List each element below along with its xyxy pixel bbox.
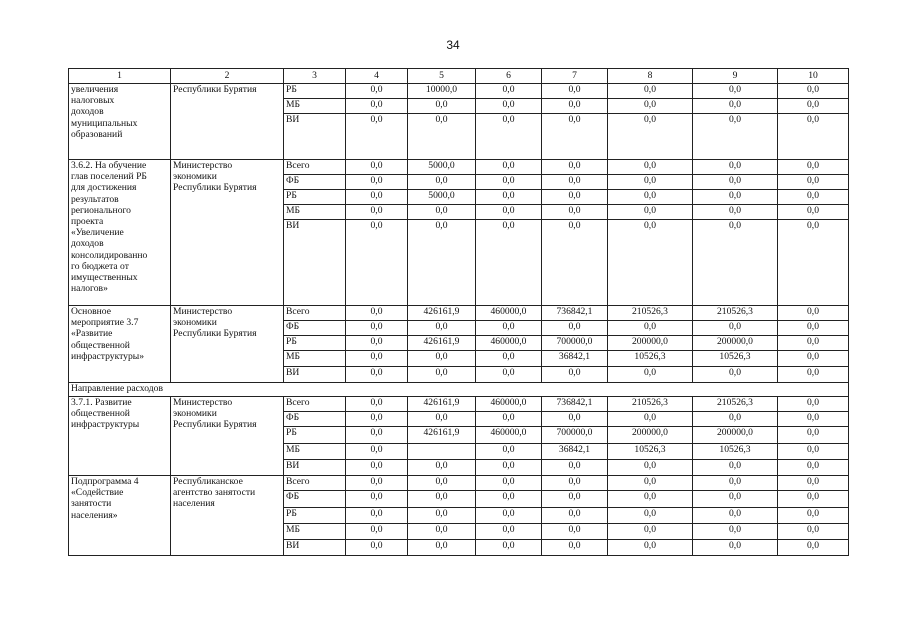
column-header: 7 bbox=[542, 69, 608, 84]
value-cell: 0,0 bbox=[476, 367, 542, 383]
table-row bbox=[69, 84, 849, 99]
value-cell: 0,0 bbox=[346, 160, 408, 175]
value-cell: 0,0 bbox=[476, 114, 542, 160]
funding-source-cell: Всего bbox=[284, 476, 346, 491]
value-cell: 10000,0 bbox=[408, 84, 476, 99]
value-cell: 0,0 bbox=[346, 306, 408, 321]
value-cell: 0,0 bbox=[408, 460, 476, 476]
value-cell: 0,0 bbox=[476, 190, 542, 205]
value-cell: 0,0 bbox=[408, 508, 476, 524]
value-cell: 0,0 bbox=[778, 351, 849, 367]
value-cell: 0,0 bbox=[608, 321, 693, 336]
value-cell: 0,0 bbox=[476, 476, 542, 491]
value-cell: 0,0 bbox=[476, 508, 542, 524]
value-cell: 0,0 bbox=[778, 190, 849, 205]
value-cell: 0,0 bbox=[778, 397, 849, 412]
value-cell: 0,0 bbox=[476, 491, 542, 508]
value-cell: 0,0 bbox=[408, 524, 476, 540]
value-cell: 460000,0 bbox=[476, 306, 542, 321]
value-cell: 210526,3 bbox=[693, 397, 778, 412]
value-cell: 0,0 bbox=[408, 205, 476, 220]
value-cell: 0,0 bbox=[778, 336, 849, 351]
value-cell: 0,0 bbox=[693, 190, 778, 205]
value-cell: 0,0 bbox=[346, 444, 408, 460]
funding-source-cell: МБ bbox=[284, 205, 346, 220]
value-cell: 0,0 bbox=[346, 412, 408, 427]
value-cell: 0,0 bbox=[476, 99, 542, 114]
value-cell: 10526,3 bbox=[608, 351, 693, 367]
value-cell: 0,0 bbox=[346, 540, 408, 556]
value-cell: 0,0 bbox=[608, 114, 693, 160]
value-cell: 460000,0 bbox=[476, 427, 542, 444]
value-cell: 0,0 bbox=[408, 220, 476, 306]
value-cell: 0,0 bbox=[408, 99, 476, 114]
value-cell: 200000,0 bbox=[693, 427, 778, 444]
value-cell: 10526,3 bbox=[693, 444, 778, 460]
executor-cell: Республики Бурятия bbox=[171, 84, 284, 160]
funding-source-cell: ВИ bbox=[284, 220, 346, 306]
value-cell: 5000,0 bbox=[408, 160, 476, 175]
column-header: 9 bbox=[693, 69, 778, 84]
value-cell: 36842,1 bbox=[542, 444, 608, 460]
value-cell: 0,0 bbox=[608, 99, 693, 114]
value-cell: 10526,3 bbox=[693, 351, 778, 367]
value-cell: 0,0 bbox=[778, 321, 849, 336]
funding-source-cell: РБ bbox=[284, 336, 346, 351]
value-cell: 0,0 bbox=[778, 460, 849, 476]
value-cell: 36842,1 bbox=[542, 351, 608, 367]
funding-source-cell: МБ bbox=[284, 99, 346, 114]
value-cell: 0,0 bbox=[693, 508, 778, 524]
value-cell: 0,0 bbox=[476, 540, 542, 556]
value-cell: 0,0 bbox=[778, 84, 849, 99]
value-cell: 0,0 bbox=[346, 367, 408, 383]
value-cell: 0,0 bbox=[408, 351, 476, 367]
table-row bbox=[69, 476, 849, 491]
value-cell: 0,0 bbox=[346, 397, 408, 412]
value-cell: 200000,0 bbox=[608, 427, 693, 444]
executor-cell: Министерство экономики Республики Бурятия bbox=[171, 397, 284, 476]
value-cell: 0,0 bbox=[542, 508, 608, 524]
value-cell: 0,0 bbox=[542, 99, 608, 114]
value-cell: 0,0 bbox=[476, 351, 542, 367]
funding-source-cell: ВИ bbox=[284, 460, 346, 476]
value-cell: 0,0 bbox=[408, 540, 476, 556]
value-cell: 0,0 bbox=[778, 367, 849, 383]
funding-source-cell: МБ bbox=[284, 351, 346, 367]
value-cell: 0,0 bbox=[693, 160, 778, 175]
value-cell: 426161,9 bbox=[408, 427, 476, 444]
value-cell: 0,0 bbox=[476, 175, 542, 190]
column-header: 1 bbox=[69, 69, 171, 84]
funding-source-cell: Всего bbox=[284, 397, 346, 412]
value-cell: 0,0 bbox=[608, 367, 693, 383]
page-number: 34 bbox=[446, 38, 460, 52]
funding-source-cell: ФБ bbox=[284, 491, 346, 508]
funding-source-cell: ВИ bbox=[284, 114, 346, 160]
executor-cell: Министерство экономики Республики Бурятия bbox=[171, 306, 284, 383]
value-cell: 0,0 bbox=[693, 220, 778, 306]
value-cell: 0,0 bbox=[778, 476, 849, 491]
value-cell: 0,0 bbox=[476, 84, 542, 99]
value-cell: 0,0 bbox=[408, 367, 476, 383]
value-cell: 210526,3 bbox=[608, 306, 693, 321]
value-cell: 0,0 bbox=[693, 491, 778, 508]
funding-source-cell: МБ bbox=[284, 524, 346, 540]
value-cell: 0,0 bbox=[778, 444, 849, 460]
funding-source-cell: РБ bbox=[284, 427, 346, 444]
column-header: 4 bbox=[346, 69, 408, 84]
value-cell: 0,0 bbox=[778, 99, 849, 114]
section-heading: Направление расходов bbox=[69, 383, 849, 397]
activity-name-cell: 3.7.1. Развитие общественной инфраструктуры bbox=[69, 397, 171, 476]
value-cell: 5000,0 bbox=[408, 190, 476, 205]
value-cell: 0,0 bbox=[608, 540, 693, 556]
value-cell: 0,0 bbox=[608, 460, 693, 476]
value-cell: 0,0 bbox=[346, 114, 408, 160]
value-cell: 426161,9 bbox=[408, 397, 476, 412]
value-cell: 0,0 bbox=[542, 540, 608, 556]
value-cell: 0,0 bbox=[542, 114, 608, 160]
value-cell: 0,0 bbox=[542, 190, 608, 205]
column-header: 8 bbox=[608, 69, 693, 84]
value-cell: 0,0 bbox=[346, 491, 408, 508]
value-cell: 0,0 bbox=[778, 427, 849, 444]
value-cell: 0,0 bbox=[346, 351, 408, 367]
value-cell: 0,0 bbox=[608, 476, 693, 491]
value-cell: 0,0 bbox=[693, 460, 778, 476]
value-cell: 0,0 bbox=[778, 412, 849, 427]
value-cell: 0,0 bbox=[542, 412, 608, 427]
value-cell: 0,0 bbox=[778, 175, 849, 190]
value-cell: 0,0 bbox=[476, 220, 542, 306]
activity-name-cell: увеличения налоговых доходов муниципальных образований bbox=[69, 84, 171, 160]
value-cell: 0,0 bbox=[693, 99, 778, 114]
table-row bbox=[69, 306, 849, 321]
value-cell: 736842,1 bbox=[542, 397, 608, 412]
value-cell: 0,0 bbox=[778, 306, 849, 321]
value-cell: 0,0 bbox=[693, 205, 778, 220]
value-cell: 210526,3 bbox=[693, 306, 778, 321]
value-cell: 0,0 bbox=[542, 524, 608, 540]
value-cell: 0,0 bbox=[608, 524, 693, 540]
section-row bbox=[69, 383, 849, 397]
executor-cell: Министерство экономики Республики Бурятия bbox=[171, 160, 284, 306]
value-cell: 0,0 bbox=[693, 84, 778, 99]
funding-source-cell: РБ bbox=[284, 508, 346, 524]
value-cell: 0,0 bbox=[542, 321, 608, 336]
value-cell: 0,0 bbox=[408, 476, 476, 491]
value-cell: 0,0 bbox=[778, 508, 849, 524]
value-cell: 0,0 bbox=[693, 367, 778, 383]
value-cell: 0,0 bbox=[542, 160, 608, 175]
value-cell bbox=[408, 444, 476, 460]
value-cell: 0,0 bbox=[476, 205, 542, 220]
value-cell: 0,0 bbox=[542, 175, 608, 190]
value-cell: 200000,0 bbox=[608, 336, 693, 351]
funding-source-cell: ФБ bbox=[284, 321, 346, 336]
value-cell: 0,0 bbox=[476, 412, 542, 427]
funding-source-cell: Всего bbox=[284, 160, 346, 175]
budget-table bbox=[68, 68, 849, 556]
value-cell: 0,0 bbox=[476, 321, 542, 336]
table-row bbox=[69, 160, 849, 175]
value-cell: 0,0 bbox=[778, 160, 849, 175]
value-cell: 736842,1 bbox=[542, 306, 608, 321]
value-cell: 0,0 bbox=[346, 460, 408, 476]
value-cell: 0,0 bbox=[693, 540, 778, 556]
value-cell: 0,0 bbox=[476, 444, 542, 460]
value-cell: 0,0 bbox=[693, 524, 778, 540]
value-cell: 210526,3 bbox=[608, 397, 693, 412]
value-cell: 0,0 bbox=[542, 460, 608, 476]
value-cell: 460000,0 bbox=[476, 397, 542, 412]
value-cell: 0,0 bbox=[346, 336, 408, 351]
value-cell: 0,0 bbox=[693, 321, 778, 336]
value-cell: 0,0 bbox=[346, 84, 408, 99]
table-row bbox=[69, 397, 849, 412]
value-cell: 0,0 bbox=[542, 220, 608, 306]
column-header: 6 bbox=[476, 69, 542, 84]
value-cell: 0,0 bbox=[778, 491, 849, 508]
value-cell: 0,0 bbox=[608, 175, 693, 190]
value-cell: 0,0 bbox=[608, 160, 693, 175]
value-cell: 0,0 bbox=[693, 114, 778, 160]
value-cell: 0,0 bbox=[346, 524, 408, 540]
executor-cell: Республиканское агентство занятости населения bbox=[171, 476, 284, 556]
value-cell: 0,0 bbox=[608, 412, 693, 427]
value-cell: 0,0 bbox=[693, 412, 778, 427]
funding-source-cell: МБ bbox=[284, 444, 346, 460]
column-header: 10 bbox=[778, 69, 849, 84]
funding-source-cell: ФБ bbox=[284, 175, 346, 190]
value-cell: 200000,0 bbox=[693, 336, 778, 351]
value-cell: 0,0 bbox=[693, 175, 778, 190]
column-header: 3 bbox=[284, 69, 346, 84]
value-cell: 0,0 bbox=[542, 476, 608, 491]
value-cell: 0,0 bbox=[608, 205, 693, 220]
value-cell: 0,0 bbox=[608, 491, 693, 508]
value-cell: 0,0 bbox=[408, 321, 476, 336]
value-cell: 700000,0 bbox=[542, 336, 608, 351]
value-cell: 0,0 bbox=[608, 508, 693, 524]
value-cell: 0,0 bbox=[542, 491, 608, 508]
value-cell: 0,0 bbox=[346, 321, 408, 336]
value-cell: 700000,0 bbox=[542, 427, 608, 444]
funding-source-cell: ФБ bbox=[284, 412, 346, 427]
funding-source-cell: ВИ bbox=[284, 367, 346, 383]
funding-source-cell: ВИ bbox=[284, 540, 346, 556]
value-cell: 0,0 bbox=[408, 175, 476, 190]
value-cell: 0,0 bbox=[542, 367, 608, 383]
value-cell: 0,0 bbox=[476, 524, 542, 540]
value-cell: 0,0 bbox=[408, 114, 476, 160]
value-cell: 0,0 bbox=[408, 412, 476, 427]
value-cell: 0,0 bbox=[778, 205, 849, 220]
value-cell: 0,0 bbox=[778, 540, 849, 556]
value-cell: 0,0 bbox=[346, 427, 408, 444]
activity-name-cell: Подпрограмма 4 «Содействие занятости населения» bbox=[69, 476, 171, 556]
value-cell: 426161,9 bbox=[408, 306, 476, 321]
value-cell: 460000,0 bbox=[476, 336, 542, 351]
value-cell: 0,0 bbox=[346, 99, 408, 114]
header-row bbox=[69, 69, 849, 84]
activity-name-cell: Основное мероприятие 3.7 «Развитие общественной инфраструктуры» bbox=[69, 306, 171, 383]
value-cell: 0,0 bbox=[608, 190, 693, 205]
value-cell: 0,0 bbox=[542, 84, 608, 99]
column-header: 5 bbox=[408, 69, 476, 84]
value-cell: 0,0 bbox=[778, 220, 849, 306]
value-cell: 0,0 bbox=[608, 220, 693, 306]
value-cell: 0,0 bbox=[476, 460, 542, 476]
funding-source-cell: РБ bbox=[284, 84, 346, 99]
column-header: 2 bbox=[171, 69, 284, 84]
value-cell: 0,0 bbox=[542, 205, 608, 220]
value-cell: 0,0 bbox=[476, 160, 542, 175]
activity-name-cell: 3.6.2. На обучение глав поселений РБ для достижения результатов регионального проекта «Увеличение доходов консолидированно го бюджета от имущественных налогов» bbox=[69, 160, 171, 306]
value-cell: 10526,3 bbox=[608, 444, 693, 460]
value-cell: 426161,9 bbox=[408, 336, 476, 351]
value-cell: 0,0 bbox=[608, 84, 693, 99]
value-cell: 0,0 bbox=[693, 476, 778, 491]
value-cell: 0,0 bbox=[346, 220, 408, 306]
funding-source-cell: Всего bbox=[284, 306, 346, 321]
value-cell: 0,0 bbox=[346, 175, 408, 190]
value-cell: 0,0 bbox=[346, 190, 408, 205]
value-cell: 0,0 bbox=[346, 476, 408, 491]
value-cell: 0,0 bbox=[408, 491, 476, 508]
funding-source-cell: РБ bbox=[284, 190, 346, 205]
value-cell: 0,0 bbox=[778, 114, 849, 160]
value-cell: 0,0 bbox=[346, 508, 408, 524]
value-cell: 0,0 bbox=[778, 524, 849, 540]
value-cell: 0,0 bbox=[346, 205, 408, 220]
